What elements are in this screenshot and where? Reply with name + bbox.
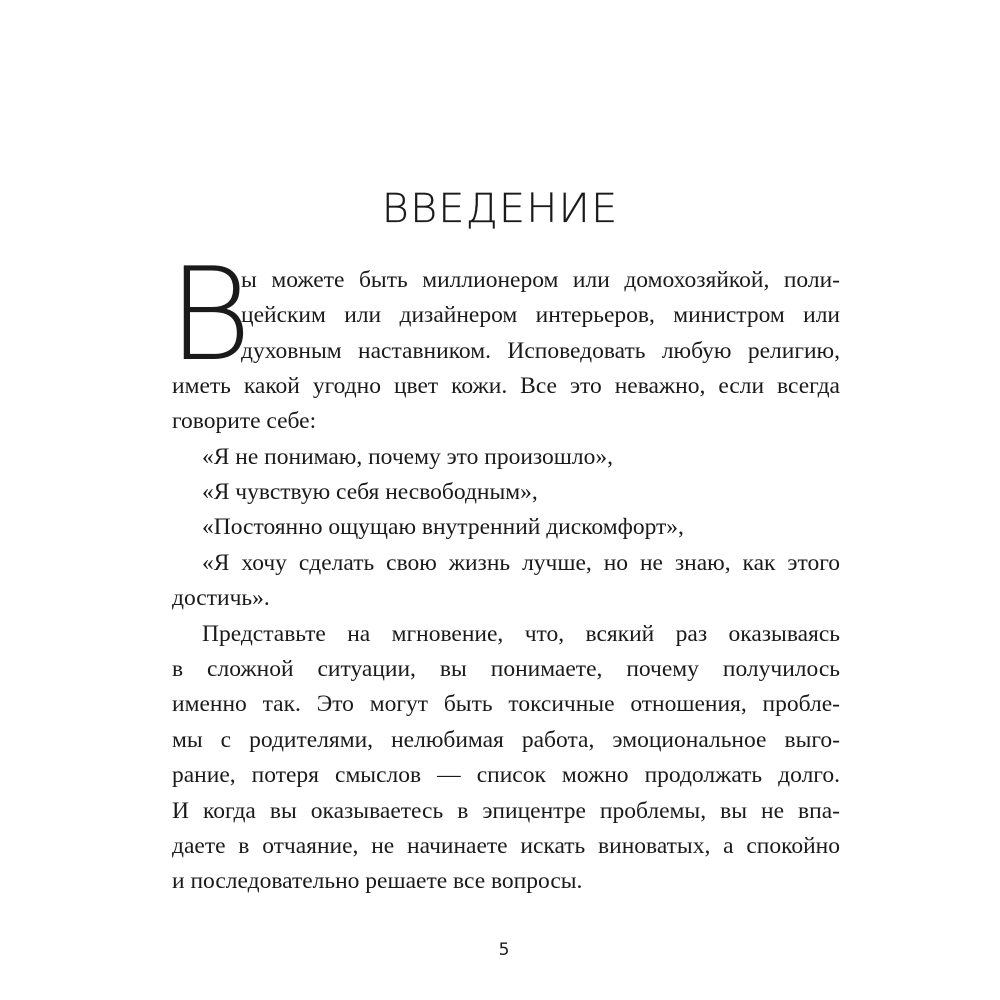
drop-cap-letter: В [168,241,252,390]
text-line: мы с родителями, нелюбимая работа, эмоциональное выго- [172,727,840,753]
text-line: ы можете быть миллионером или домохозяйкой, поли- [241,267,840,293]
text-line: духовным наставником. Исповедовать любую религию, [241,338,840,364]
text-line: Представьте на мгновение, что, всякий раз оказываясь [202,621,840,647]
quote-line: «Я чувствую себя несвободным», [202,479,538,505]
text-line: И когда вы оказываетесь в эпицентре проблемы, вы не впа- [172,798,840,824]
text-line: рание, потеря смыслов — список можно продолжать долго. [172,762,840,788]
text-line: и последовательно решаете все вопросы. [172,868,583,894]
text-line: говорите себе: [172,408,317,434]
quote-line: «Постоянно ощущаю внутренний дискомфорт», [202,514,684,540]
chapter-title: ВВЕДЕНИЕ [381,186,619,232]
text-line: иметь какой угодно цвет кожи. Все это неважно, если всегда [172,373,840,399]
quote-line: «Я не понимаю, почему это произошло», [202,444,613,470]
quote-line: достичь». [172,585,270,611]
quote-line: «Я хочу сделать свою жизнь лучше, но не знаю, как этого [202,550,840,576]
text-line: цейским или дизайнером интерьеров, министром или [241,302,840,328]
text-line: в сложной ситуации, вы понимаете, почему получилось [172,656,840,682]
text-line: именно так. Это могут быть токсичные отношения, пробле- [172,691,840,717]
page-number: 5 [498,940,510,960]
text-line: даете в отчаяние, не начинаете искать виноватых, а спокойно [172,833,840,859]
